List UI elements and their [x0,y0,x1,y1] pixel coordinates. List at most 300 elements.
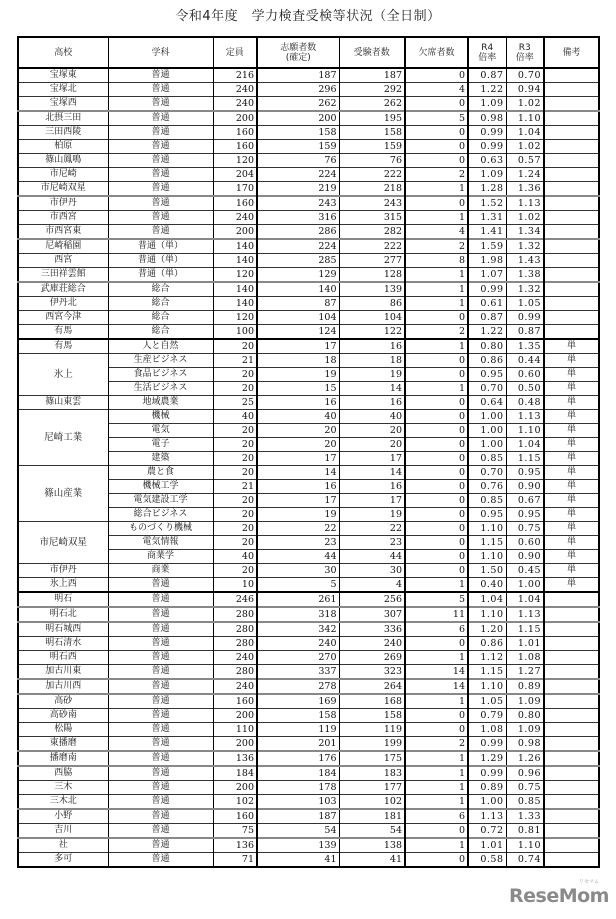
cell-dept: 普通 [108,853,213,868]
cell-examinees: 40 [339,410,405,424]
cell-note [544,838,599,853]
cell-dept: 地域農業 [108,396,213,410]
cell-absentees: 0 [405,424,468,438]
cell-capacity: 120 [213,311,257,325]
cell-capacity: 204 [213,168,257,182]
table-row [18,154,599,168]
cell-r3-ratio: 1.15 [506,622,544,637]
cell-note: 単 [544,508,599,522]
cell-examinees: 336 [339,622,405,637]
cell-r4-ratio: 0.87 [468,68,506,83]
cell-applicants: 14 [257,466,339,480]
cell-dept: 総合 [108,311,213,325]
cell-r3-ratio: 1.10 [506,111,544,126]
cell-r3-ratio: 1.35 [506,339,544,354]
cell-r3-ratio: 1.09 [506,723,544,737]
cell-applicants: 22 [257,522,339,536]
cell-applicants: 16 [257,480,339,494]
cell-absentees: 0 [405,536,468,550]
cell-capacity: 200 [213,225,257,240]
cell-r4-ratio: 1.05 [468,694,506,709]
cell-applicants: 15 [257,382,339,396]
cell-r4-ratio: 0.70 [468,466,506,480]
cell-r3-ratio: 0.80 [506,709,544,723]
cell-capacity: 140 [213,239,257,254]
cell-note [544,622,599,637]
cell-note [544,140,599,154]
cell-note: 単 [544,382,599,396]
cell-r3-ratio: 0.67 [506,494,544,508]
cell-absentees: 0 [405,494,468,508]
cell-dept: 普通 [108,126,213,140]
cell-r4-ratio: 1.00 [468,438,506,452]
cell-applicants: 44 [257,550,339,564]
table-row [18,325,599,340]
cell-dept: 普通 [108,795,213,810]
cell-r4-ratio: 1.59 [468,239,506,254]
cell-applicants: 187 [257,68,339,83]
cell-absentees: 0 [405,522,468,536]
cell-applicants: 219 [257,182,339,197]
cell-r3-ratio: 1.04 [506,126,544,140]
cell-school: 明石北 [18,607,108,622]
cell-r3-ratio: 1.04 [506,438,544,452]
cell-dept: 総合 [108,297,213,311]
cell-r3-ratio: 1.24 [506,168,544,182]
header-r3-line1: R3 [518,42,531,53]
cell-dept: 生産ビジネス [108,354,213,368]
cell-capacity: 21 [213,480,257,494]
cell-r3-ratio: 0.96 [506,766,544,781]
cell-r3-ratio: 1.08 [506,651,544,665]
cell-note: 単 [544,494,599,508]
table-row [18,522,599,536]
cell-r3-ratio: 1.13 [506,196,544,211]
cell-applicants: 270 [257,651,339,665]
cell-note: 単 [544,466,599,480]
cell-note: 単 [544,578,599,593]
cell-examinees: 183 [339,766,405,781]
cell-note [544,168,599,182]
page-title: 令和4年度 学力検査受検等状況（全日制） [175,9,441,24]
cell-absentees: 0 [405,368,468,382]
header-examinees: 受験者数 [339,37,405,68]
cell-r3-ratio: 1.05 [506,297,544,311]
cell-dept: 普通 [108,211,213,225]
table-row [18,709,599,723]
cell-school: 社 [18,838,108,853]
cell-absentees: 1 [405,382,468,396]
cell-note: 単 [544,452,599,466]
cell-dept: 普通 [108,140,213,154]
table-row [18,83,599,97]
cell-applicants: 104 [257,311,339,325]
cell-r3-ratio: 1.43 [506,254,544,268]
cell-applicants: 124 [257,325,339,340]
cell-r4-ratio: 0.79 [468,709,506,723]
cell-r3-ratio: 1.32 [506,239,544,254]
cell-r4-ratio: 0.76 [468,480,506,494]
cell-applicants: 296 [257,83,339,97]
cell-examinees: 17 [339,494,405,508]
cell-school: 有馬 [18,325,108,340]
cell-capacity: 100 [213,325,257,340]
cell-school: 市尼崎双星 [18,182,108,197]
cell-dept: 総合ビジネス [108,508,213,522]
cell-capacity: 20 [213,424,257,438]
cell-r3-ratio: 0.89 [506,679,544,694]
cell-applicants: 40 [257,410,339,424]
cell-r4-ratio: 1.15 [468,536,506,550]
cell-r4-ratio: 0.72 [468,824,506,839]
cell-r4-ratio: 1.00 [468,410,506,424]
cell-applicants: 286 [257,225,339,240]
cell-r4-ratio: 1.10 [468,679,506,694]
cell-capacity: 240 [213,211,257,225]
cell-r3-ratio: 0.87 [506,325,544,340]
cell-absentees: 0 [405,410,468,424]
cell-r3-ratio: 0.85 [506,795,544,810]
cell-applicants: 176 [257,751,339,766]
cell-r4-ratio: 1.13 [468,809,506,824]
cell-absentees: 0 [405,396,468,410]
table-row [18,126,599,140]
table-row [18,182,599,197]
cell-examinees: 218 [339,182,405,197]
cell-absentees: 0 [405,853,468,868]
header-r3-ratio [506,37,544,68]
cell-absentees: 1 [405,694,468,709]
cell-r3-ratio: 0.60 [506,368,544,382]
cell-capacity: 75 [213,824,257,839]
cell-examinees: 168 [339,694,405,709]
cell-capacity: 120 [213,268,257,283]
cell-r4-ratio: 1.31 [468,211,506,225]
cell-note: 単 [544,424,599,438]
cell-capacity: 136 [213,751,257,766]
cell-dept: 機械 [108,410,213,424]
cell-applicants: 129 [257,268,339,283]
table-row [18,68,599,83]
cell-applicants: 19 [257,508,339,522]
table-row [18,140,599,154]
cell-examinees: 307 [339,607,405,622]
cell-capacity: 120 [213,154,257,168]
cell-note [544,853,599,868]
cell-examinees: 264 [339,679,405,694]
cell-absentees: 1 [405,578,468,593]
cell-examinees: 104 [339,311,405,325]
cell-school: 明石清水 [18,637,108,651]
cell-examinees: 86 [339,297,405,311]
table-row [18,225,599,240]
cell-school: 小野 [18,809,108,824]
header-row [18,37,599,68]
cell-school: 宝塚西 [18,97,108,112]
cell-r3-ratio: 0.90 [506,480,544,494]
cell-examinees: 159 [339,140,405,154]
cell-capacity: 216 [213,68,257,83]
cell-capacity: 200 [213,737,257,752]
cell-applicants: 178 [257,781,339,795]
cell-school: 伊丹北 [18,297,108,311]
cell-school: 有馬 [18,339,108,354]
header-applicants-line2: (確定) [285,52,311,63]
cell-r3-ratio: 0.70 [506,68,544,83]
table-row [18,396,599,410]
cell-applicants: 139 [257,838,339,853]
table-row [18,737,599,752]
cell-r3-ratio: 0.44 [506,354,544,368]
cell-dept: 普通 [108,607,213,622]
resemom-logo: ReseMom [509,885,609,907]
cell-dept: 普通 [108,154,213,168]
cell-absentees: 1 [405,211,468,225]
cell-capacity: 170 [213,182,257,197]
cell-r3-ratio: 1.32 [506,282,544,297]
cell-absentees: 0 [405,438,468,452]
cell-school: 武庫荘総合 [18,282,108,297]
cell-r4-ratio: 1.28 [468,182,506,197]
cell-capacity: 240 [213,679,257,694]
cell-dept: 普通 [108,781,213,795]
header-r3-line2: 倍率 [515,52,534,63]
cell-r3-ratio: 0.57 [506,154,544,168]
table-row [18,239,599,254]
cell-note: 単 [544,410,599,424]
cell-examinees: 175 [339,751,405,766]
cell-dept: 普通 [108,111,213,126]
cell-applicants: 87 [257,297,339,311]
cell-note [544,651,599,665]
cell-r3-ratio: 1.13 [506,410,544,424]
cell-r3-ratio: 0.90 [506,550,544,564]
cell-dept: 農と食 [108,466,213,480]
cell-dept: 商業学 [108,550,213,564]
table-row [18,97,599,112]
cell-capacity: 160 [213,140,257,154]
cell-examinees: 292 [339,83,405,97]
cell-r4-ratio: 1.52 [468,196,506,211]
cell-examinees: 315 [339,211,405,225]
header-school: 高校 [18,37,108,68]
cell-examinees: 19 [339,368,405,382]
cell-dept: 総合 [108,325,213,340]
cell-examinees: 128 [339,268,405,283]
cell-school: 市西宮東 [18,225,108,240]
cell-examinees: 277 [339,254,405,268]
cell-school: 宝塚東 [18,68,108,83]
cell-dept: 普通（単） [108,239,213,254]
cell-capacity: 280 [213,607,257,622]
cell-applicants: 19 [257,368,339,382]
cell-absentees: 0 [405,68,468,83]
cell-r3-ratio: 1.38 [506,268,544,283]
cell-applicants: 103 [257,795,339,810]
cell-dept: 食品ビジネス [108,368,213,382]
cell-examinees: 195 [339,111,405,126]
cell-examinees: 199 [339,737,405,752]
cell-absentees: 1 [405,282,468,297]
cell-capacity: 200 [213,781,257,795]
cell-examinees: 22 [339,522,405,536]
cell-note [544,83,599,97]
cell-school: 市伊丹 [18,564,108,578]
cell-school: 氷上西 [18,578,108,593]
cell-applicants: 261 [257,592,339,607]
cell-r4-ratio: 1.20 [468,622,506,637]
cell-r4-ratio: 1.22 [468,325,506,340]
cell-r4-ratio: 1.07 [468,268,506,283]
cell-school: 明石城西 [18,622,108,637]
cell-applicants: 17 [257,452,339,466]
cell-note [544,824,599,839]
cell-dept: 普通 [108,97,213,112]
cell-capacity: 140 [213,282,257,297]
cell-dept: 商業 [108,564,213,578]
cell-school: 尼崎工業 [18,410,108,466]
cell-r4-ratio: 0.98 [468,111,506,126]
cell-capacity: 184 [213,766,257,781]
cell-note: 単 [544,522,599,536]
cell-r3-ratio: 0.99 [506,311,544,325]
cell-r3-ratio: 0.74 [506,853,544,868]
cell-r3-ratio: 1.33 [506,809,544,824]
table-row [18,766,599,781]
cell-absentees: 0 [405,824,468,839]
cell-dept: 普通 [108,809,213,824]
cell-absentees: 0 [405,550,468,564]
header-r4-ratio [468,37,506,68]
cell-r4-ratio: 1.50 [468,564,506,578]
cell-capacity: 20 [213,466,257,480]
cell-applicants: 30 [257,564,339,578]
table-row [18,838,599,853]
cell-note [544,592,599,607]
cell-applicants: 23 [257,536,339,550]
cell-applicants: 5 [257,578,339,593]
cell-note [544,282,599,297]
cell-applicants: 20 [257,438,339,452]
cell-r4-ratio: 1.09 [468,168,506,182]
cell-examinees: 138 [339,838,405,853]
table-row [18,466,599,480]
cell-school: 北摂三田 [18,111,108,126]
cell-dept: 普通 [108,665,213,680]
cell-r4-ratio: 1.10 [468,522,506,536]
cell-note [544,182,599,197]
cell-note: 単 [544,438,599,452]
cell-r3-ratio: 0.98 [506,737,544,752]
cell-school: 多可 [18,853,108,868]
cell-r4-ratio: 1.41 [468,225,506,240]
cell-absentees: 0 [405,140,468,154]
cell-examinees: 76 [339,154,405,168]
cell-r3-ratio: 1.34 [506,225,544,240]
cell-absentees: 0 [405,196,468,211]
cell-school: 篠山鳳鳴 [18,154,108,168]
cell-note: 単 [544,339,599,354]
cell-note [544,196,599,211]
cell-dept: 普通 [108,694,213,709]
cell-school: 市西宮 [18,211,108,225]
cell-r4-ratio: 0.61 [468,297,506,311]
cell-dept: 電気情報 [108,536,213,550]
cell-capacity: 20 [213,536,257,550]
cell-applicants: 17 [257,339,339,354]
header-notes: 備考 [544,37,599,68]
cell-r3-ratio: 0.95 [506,466,544,480]
cell-dept: 普通 [108,737,213,752]
cell-school: 松陽 [18,723,108,737]
cell-note [544,154,599,168]
cell-absentees: 1 [405,297,468,311]
cell-dept: 建築 [108,452,213,466]
cell-school: 東播磨 [18,737,108,752]
cell-dept: 電子 [108,438,213,452]
cell-examinees: 14 [339,466,405,480]
cell-absentees: 8 [405,254,468,268]
table-row [18,592,599,607]
cell-r4-ratio: 0.99 [468,282,506,297]
cell-dept: 電気建設工学 [108,494,213,508]
cell-capacity: 160 [213,809,257,824]
table-row [18,254,599,268]
cell-school: 柏原 [18,140,108,154]
table-row [18,809,599,824]
cell-absentees: 0 [405,354,468,368]
cell-school: 高砂 [18,694,108,709]
table-row [18,853,599,868]
resemom-logo-kana: リセマム [579,879,599,885]
cell-note [544,211,599,225]
table-row [18,297,599,311]
cell-capacity: 240 [213,97,257,112]
cell-examinees: 177 [339,781,405,795]
cell-r4-ratio: 0.85 [468,452,506,466]
cell-examinees: 23 [339,536,405,550]
cell-capacity: 140 [213,297,257,311]
cell-examinees: 54 [339,824,405,839]
cell-r3-ratio: 1.01 [506,637,544,651]
cell-applicants: 240 [257,637,339,651]
cell-school: 宝塚北 [18,83,108,97]
cell-examinees: 119 [339,723,405,737]
cell-note [544,723,599,737]
cell-r3-ratio: 1.26 [506,751,544,766]
cell-r3-ratio: 0.75 [506,781,544,795]
cell-absentees: 1 [405,268,468,283]
cell-capacity: 20 [213,522,257,536]
header-department: 学科 [108,37,213,68]
cell-capacity: 160 [213,196,257,211]
cell-r4-ratio: 1.09 [468,97,506,112]
cell-school: 三田祥雲館 [18,268,108,283]
cell-examinees: 18 [339,354,405,368]
cell-absentees: 11 [405,607,468,622]
cell-absentees: 2 [405,168,468,182]
cell-applicants: 278 [257,679,339,694]
cell-applicants: 187 [257,809,339,824]
cell-absentees: 1 [405,838,468,853]
cell-examinees: 256 [339,592,405,607]
cell-capacity: 102 [213,795,257,810]
cell-dept: ものづくり機械 [108,522,213,536]
table-row [18,751,599,766]
cell-capacity: 20 [213,452,257,466]
cell-r4-ratio: 1.08 [468,723,506,737]
cell-applicants: 119 [257,723,339,737]
